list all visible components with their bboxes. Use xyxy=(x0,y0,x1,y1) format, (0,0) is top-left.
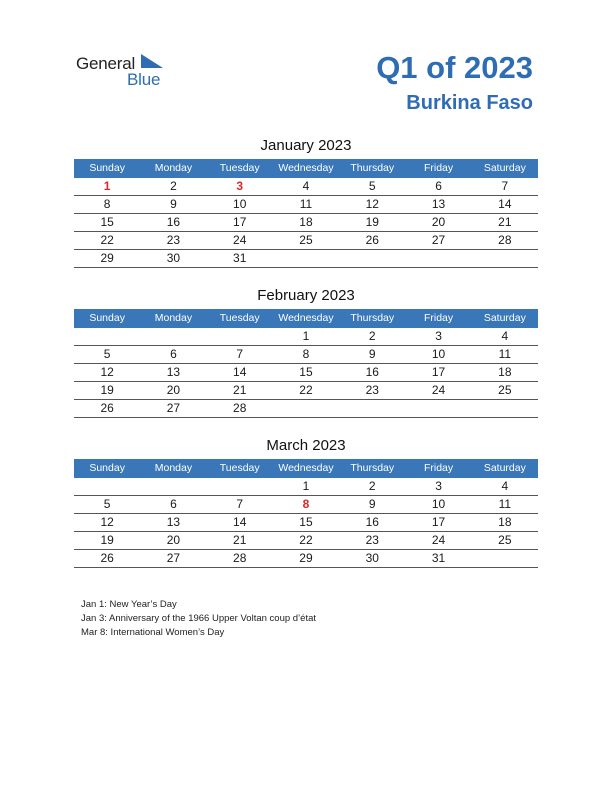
weekday-label: Wednesday xyxy=(278,312,334,324)
week-row xyxy=(74,364,538,382)
day-cell: 26 xyxy=(365,233,379,247)
day-cell: 21 xyxy=(233,383,247,397)
day-cell: 24 xyxy=(431,383,446,397)
weekday-label: Monday xyxy=(154,462,193,474)
day-cell xyxy=(273,400,339,417)
day-cell xyxy=(472,250,538,267)
day-cell: 15 xyxy=(299,365,313,379)
week-row xyxy=(74,550,538,568)
day-cell: 1 xyxy=(302,479,310,493)
holiday-note: Jan 1: New Year’s Day xyxy=(81,599,177,610)
day-cell: 18 xyxy=(498,515,512,529)
day-cell xyxy=(405,400,471,417)
weekday-label: Wednesday xyxy=(278,462,334,474)
day-cell xyxy=(140,328,206,345)
holiday-list xyxy=(81,598,316,640)
day-cell: 21 xyxy=(233,533,247,547)
week-row xyxy=(74,250,538,268)
day-cell: 11 xyxy=(498,347,512,361)
day-cell: 15 xyxy=(100,215,114,229)
day-cell xyxy=(405,250,471,267)
month-title: February 2023 xyxy=(257,287,355,304)
day-cell: 14 xyxy=(233,365,247,379)
day-cell: 14 xyxy=(498,197,512,211)
day-cell: 25 xyxy=(299,233,313,247)
day-cell: 20 xyxy=(431,215,446,229)
weekday-label: Wednesday xyxy=(278,162,334,174)
day-cell: 5 xyxy=(103,347,111,361)
day-cell: 9 xyxy=(368,347,376,361)
weekday-label: Thursday xyxy=(350,312,395,324)
weekday-label: Monday xyxy=(154,162,193,174)
day-cell: 9 xyxy=(368,497,376,511)
day-cell: 1 xyxy=(103,179,111,193)
day-cell: 9 xyxy=(170,197,177,211)
week-row xyxy=(74,496,538,514)
day-cell: 25 xyxy=(498,533,512,547)
day-cell: 8 xyxy=(103,197,111,211)
day-cell: 12 xyxy=(365,197,379,211)
weekday-label: Sunday xyxy=(89,462,125,474)
weekday-header xyxy=(74,459,538,478)
day-cell: 2 xyxy=(368,479,376,493)
week-row xyxy=(74,232,538,250)
day-cell: 21 xyxy=(498,215,512,229)
day-cell: 11 xyxy=(498,497,512,511)
day-cell: 8 xyxy=(302,497,310,511)
day-cell: 28 xyxy=(233,401,247,415)
week-row xyxy=(74,532,538,550)
day-cell: 28 xyxy=(498,233,512,247)
day-cell: 11 xyxy=(299,197,313,211)
day-cell: 12 xyxy=(100,515,114,529)
week-row xyxy=(74,196,538,214)
day-cell: 19 xyxy=(365,215,379,229)
day-cell: 6 xyxy=(170,347,177,361)
day-cell: 19 xyxy=(100,383,114,397)
day-cell: 20 xyxy=(166,533,181,547)
day-cell: 4 xyxy=(501,479,509,493)
day-cell: 16 xyxy=(166,215,181,229)
week-row xyxy=(74,214,538,232)
weekday-label: Friday xyxy=(423,162,454,174)
day-cell: 2 xyxy=(170,179,177,193)
holiday-note: Mar 8: International Women’s Day xyxy=(81,627,225,638)
weekday-label: Thursday xyxy=(350,462,395,474)
day-cell: 6 xyxy=(435,179,442,193)
day-cell: 19 xyxy=(100,533,114,547)
day-cell: 5 xyxy=(103,497,111,511)
day-cell: 13 xyxy=(166,365,181,379)
day-cell xyxy=(472,550,538,567)
day-cell: 15 xyxy=(299,515,313,529)
day-cell: 24 xyxy=(233,233,247,247)
weekday-label: Friday xyxy=(423,312,454,324)
week-row xyxy=(74,328,538,346)
day-cell xyxy=(273,250,339,267)
day-cell: 3 xyxy=(435,329,442,343)
day-cell: 30 xyxy=(166,251,181,265)
day-cell: 22 xyxy=(100,233,114,247)
day-cell: 10 xyxy=(431,497,446,511)
day-cell: 7 xyxy=(236,347,244,361)
weekday-label: Sunday xyxy=(89,162,125,174)
week-row xyxy=(74,400,538,418)
day-cell: 26 xyxy=(100,401,114,415)
day-cell: 18 xyxy=(498,365,512,379)
weekday-label: Saturday xyxy=(483,462,526,474)
week-row xyxy=(74,346,538,364)
logo xyxy=(76,52,176,90)
week-row xyxy=(74,478,538,496)
day-cell: 23 xyxy=(365,383,379,397)
day-cell xyxy=(339,400,405,417)
day-cell: 27 xyxy=(166,401,181,415)
day-cell: 17 xyxy=(233,215,247,229)
day-cell: 7 xyxy=(236,497,244,511)
week-row xyxy=(74,514,538,532)
weekday-label: Saturday xyxy=(483,312,526,324)
weekday-label: Thursday xyxy=(350,162,395,174)
weekday-label: Tuesday xyxy=(219,462,260,474)
day-cell: 3 xyxy=(435,479,442,493)
day-cell: 28 xyxy=(233,551,247,565)
day-cell: 13 xyxy=(431,197,446,211)
logo-blue-text: Blue xyxy=(127,70,161,89)
page-title: Q1 of 2023 xyxy=(376,50,533,85)
month-title: January 2023 xyxy=(260,137,352,154)
day-cell: 23 xyxy=(166,233,181,247)
day-cell: 27 xyxy=(431,233,446,247)
month-calendar xyxy=(74,437,538,568)
day-cell: 14 xyxy=(233,515,247,529)
day-cell: 31 xyxy=(233,251,247,265)
day-cell: 23 xyxy=(365,533,379,547)
day-cell: 26 xyxy=(100,551,114,565)
holiday-note: Jan 3: Anniversary of the 1966 Upper Voltan coup d’état xyxy=(81,613,317,624)
week-row xyxy=(74,382,538,400)
day-cell xyxy=(472,400,538,417)
day-cell: 22 xyxy=(299,533,313,547)
day-cell: 13 xyxy=(166,515,181,529)
day-cell: 18 xyxy=(299,215,313,229)
month-calendar xyxy=(74,137,538,268)
day-cell: 17 xyxy=(431,515,446,529)
day-cell: 10 xyxy=(431,347,446,361)
day-cell xyxy=(207,328,273,345)
day-cell: 7 xyxy=(501,179,509,193)
weekday-label: Monday xyxy=(154,312,193,324)
day-cell: 8 xyxy=(302,347,310,361)
weekday-label: Friday xyxy=(423,462,454,474)
day-cell: 24 xyxy=(431,533,446,547)
weekday-header xyxy=(74,309,538,328)
day-cell: 1 xyxy=(302,329,310,343)
weekday-label: Tuesday xyxy=(219,312,260,324)
weekday-header xyxy=(74,159,538,178)
weekday-label: Tuesday xyxy=(219,162,260,174)
logo-triangle-icon xyxy=(141,54,163,68)
day-cell: 29 xyxy=(100,251,114,265)
week-row xyxy=(74,178,538,196)
day-cell xyxy=(74,478,140,495)
day-cell: 6 xyxy=(170,497,177,511)
day-cell xyxy=(207,478,273,495)
logo-general-text: General xyxy=(76,54,136,73)
day-cell: 16 xyxy=(365,365,379,379)
day-cell: 29 xyxy=(299,551,313,565)
day-cell: 12 xyxy=(100,365,114,379)
day-cell: 4 xyxy=(302,179,310,193)
weekday-label: Saturday xyxy=(483,162,526,174)
day-cell: 22 xyxy=(299,383,313,397)
weekday-label: Sunday xyxy=(89,312,125,324)
day-cell: 4 xyxy=(501,329,509,343)
day-cell: 16 xyxy=(365,515,379,529)
country-name: Burkina Faso xyxy=(406,92,533,114)
month-title: March 2023 xyxy=(266,437,346,454)
day-cell: 3 xyxy=(236,179,244,193)
month-calendar xyxy=(74,287,538,418)
day-cell: 31 xyxy=(431,551,446,565)
day-cell: 25 xyxy=(498,383,512,397)
day-cell: 30 xyxy=(365,551,379,565)
day-cell: 27 xyxy=(166,551,181,565)
day-cell: 2 xyxy=(368,329,376,343)
day-cell: 17 xyxy=(431,365,446,379)
day-cell xyxy=(74,328,140,345)
day-cell xyxy=(339,250,405,267)
day-cell: 5 xyxy=(368,179,376,193)
day-cell: 10 xyxy=(233,197,247,211)
day-cell xyxy=(140,478,206,495)
day-cell: 20 xyxy=(166,383,181,397)
